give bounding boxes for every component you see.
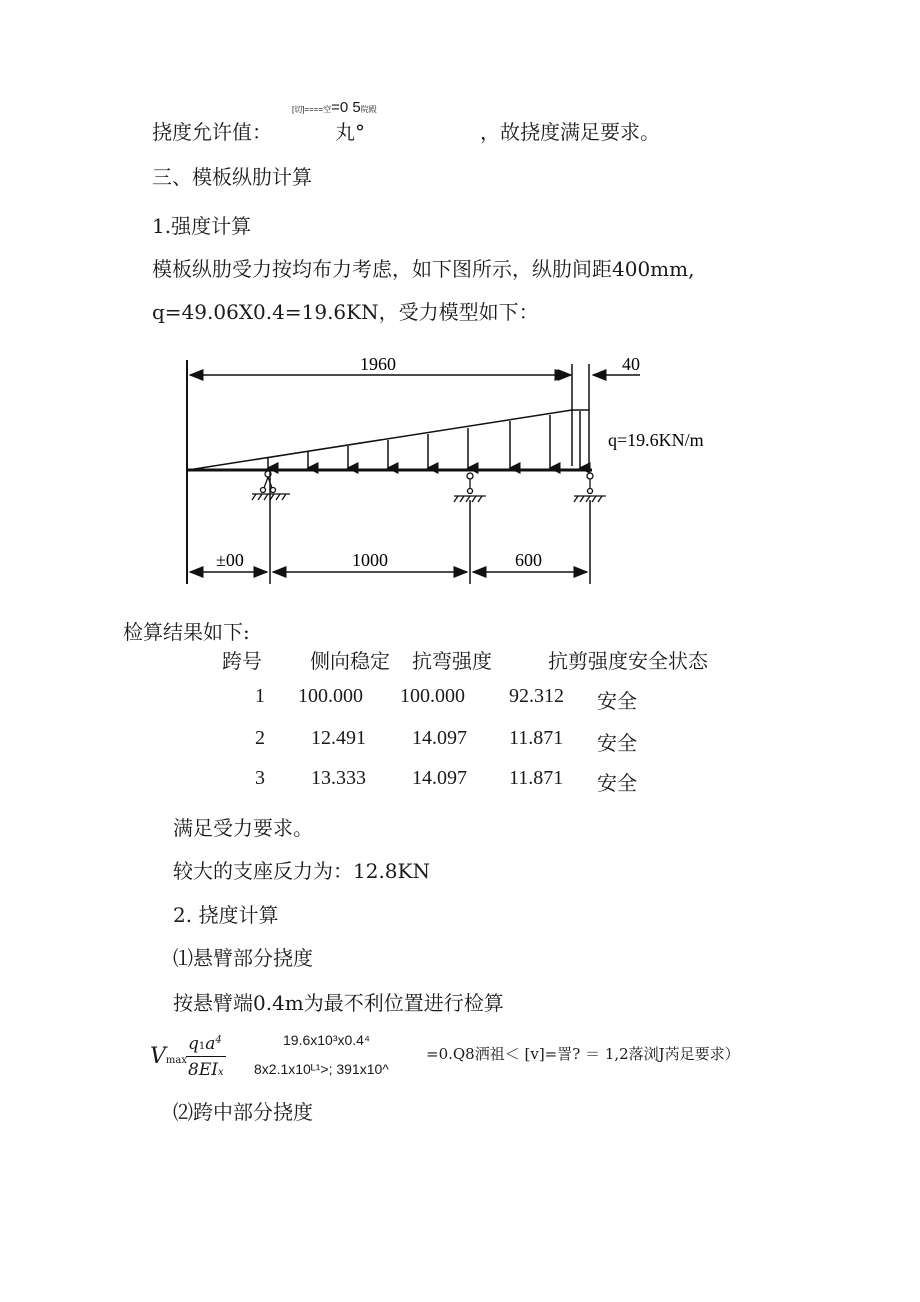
header-lateral: 侧向稳定	[310, 649, 390, 673]
header-shear-status: 抗剪强度安全状态	[548, 649, 708, 673]
cell-span: 3	[255, 767, 265, 789]
cantilever-text: 按悬臂端0.4m为最不利位置进行检算	[173, 991, 504, 1015]
cell-status: 安全	[597, 731, 637, 755]
cell-shear: 11.871	[509, 767, 564, 789]
header-bending: 抗弯强度	[412, 649, 492, 673]
load-arrows	[268, 411, 580, 468]
formula-frac-bar	[186, 1056, 226, 1057]
cell-span: 2	[255, 727, 265, 749]
deflection-allow-garbled: 丸°	[335, 120, 365, 144]
garbled-top-dashes: ====空	[304, 105, 332, 114]
deflection-allow-conclusion: ，故挠度满足要求。	[480, 120, 660, 144]
formula-frac-den: 8EIx	[188, 1060, 224, 1080]
paragraph-q: q=49.06X0.4=19.6KN，受力模型如下：	[152, 300, 539, 324]
deflection-allow-label: 挠度允许值：	[152, 120, 272, 144]
cell-shear: 11.871	[509, 727, 564, 749]
results-intro: 检算结果如下:	[123, 620, 250, 644]
dim-top-main: 1960	[360, 354, 396, 374]
support-2	[454, 473, 486, 502]
section-heading: 三、模板纵肋计算	[152, 165, 312, 189]
cell-bending: 100.000	[400, 685, 465, 707]
midspan-item: ⑵跨中部分挠度	[173, 1100, 313, 1124]
dim-top-right: 40	[622, 354, 640, 374]
formula-denominator: 8x2.1x10ᴸ¹>; 391x10^	[254, 1061, 389, 1077]
subsection-strength: 1.强度计算	[152, 214, 252, 238]
cantilever-item: ⑴悬臂部分挠度	[173, 946, 313, 970]
cell-lateral: 13.333	[311, 767, 366, 789]
formula-frac-num: $q1a^4$	[188, 1034, 222, 1054]
garbled-top-small: [切]	[292, 105, 305, 114]
cell-lateral: 12.491	[311, 727, 366, 749]
support-1	[252, 471, 290, 500]
cell-bending: 14.097	[412, 727, 467, 749]
garbled-top-tail: 院殿	[360, 105, 377, 114]
header-span: 跨号	[222, 649, 262, 673]
formula-v-sub: max	[165, 1055, 187, 1066]
formula-numerator: 19.6x10³x0.4⁴	[283, 1032, 370, 1048]
cell-status: 安全	[597, 689, 637, 713]
load-label: q=19.6KN/m	[608, 430, 704, 450]
dim-bottom-3: 600	[515, 550, 542, 570]
garbled-top-value: =0 5	[331, 99, 361, 116]
support-3	[574, 473, 606, 502]
deflection-heading: 2. 挠度计算	[173, 903, 279, 927]
cell-status: 安全	[597, 771, 637, 795]
load-diagram	[0, 0, 920, 600]
cell-bending: 14.097	[412, 767, 467, 789]
cell-lateral: 100.000	[298, 685, 363, 707]
formula-v: Vmax	[150, 1044, 187, 1069]
cell-span: 1	[255, 685, 265, 707]
dim-bottom-1: ±00	[216, 550, 244, 570]
paragraph-load: 模板纵肋受力按均布力考虑，如下图所示，纵肋间距400mm,	[152, 257, 695, 281]
cell-shear: 92.312	[509, 685, 564, 707]
reaction-text: 较大的支座反力为：12.8KN	[173, 859, 430, 883]
satisfied-text: 满足受力要求。	[173, 816, 313, 840]
dim-bottom-2: 1000	[352, 550, 388, 570]
formula-result: =0.Q8洒祖＜ [v]=詈? ＝ 1,2落浏J芮足要求）	[426, 1045, 740, 1063]
